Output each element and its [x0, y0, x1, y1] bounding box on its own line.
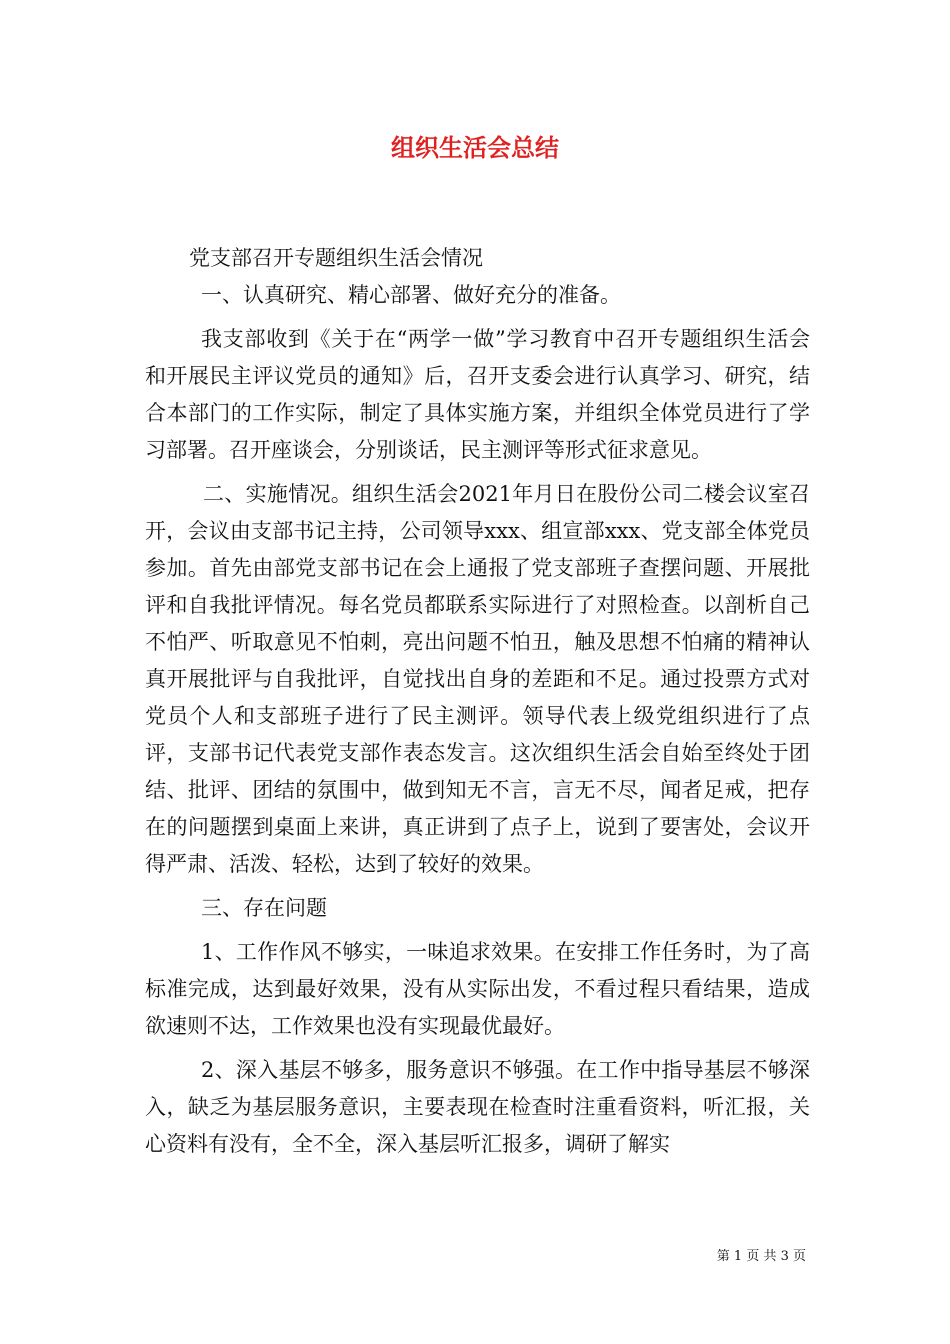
page-footer: 第 1 页 共 3 页 [716, 1249, 806, 1264]
paragraph-problem-2: 2、深入基层不够多，服务意识不够强。在工作中指导基层不够深入，缺乏为基层服务意识，主要表现在检查时注重看资料，听汇报，关心资料有没有，全不全，深入基层听汇报多，调研了解实 [145, 1058, 810, 1156]
section-heading-preparation: 一、认真研究、精心部署、做好充分的准备。 [201, 283, 621, 307]
document-title: 组织生活会总结 [391, 133, 559, 162]
paragraph-problem-1: 1、工作作风不够实，一味追求效果。在安排工作任务时，为了高标准完成，达到最好效果，没有从实际出发，不看过程只看结果，造成欲速则不达，工作效果也没有实现最优最好。 [145, 940, 810, 1038]
section-heading-intro: 党支部召开专题组织生活会情况 [189, 246, 483, 270]
document-body [145, 240, 810, 1163]
paragraph-preparation: 我支部收到《关于在“两学一做”学习教育中召开专题组织生活会和开展民主评议党员的通知》后，召开支委会进行认真学习、研究，结合本部门的工作实际，制定了具体实施方案，并组织全体党员进行了学习部署。召开座谈会，分别谈话，民主测评等形式征求意见。 [145, 327, 810, 462]
paragraph-implementation: 二、实施情况。组织生活会2021年月日在股份公司二楼会议室召开，会议由支部书记主持，公司领导xxx、组宣部xxx、党支部全体党员参加。首先由部党支部书记在会上通报了党支部班子查摆问题、开展批评和自我批评情况。每名党员都联系实际进行了对照检查。以剖析自己不怕严、听取意见不怕刺，亮出问题不怕丑，触及思想不怕痛的精神认真开展批评与自我批评，自觉找出自身的差距和不足。通过投票方式对党员个人和支部班子进行了民主测评。领导代表上级党组织进行了点评，支部书记代表党支部作表态发言。这次组织生活会自始至终处于团结、批评、团结的氛围中，做到知无不言，言无不尽，闻者足戒，把存在的问题摆到桌面上来讲，真正讲到了点子上，说到了要害处，会议开得严肃、活泼、轻松，达到了较好的效果。 [145, 482, 810, 876]
section-heading-problems: 三、存在问题 [201, 896, 327, 920]
